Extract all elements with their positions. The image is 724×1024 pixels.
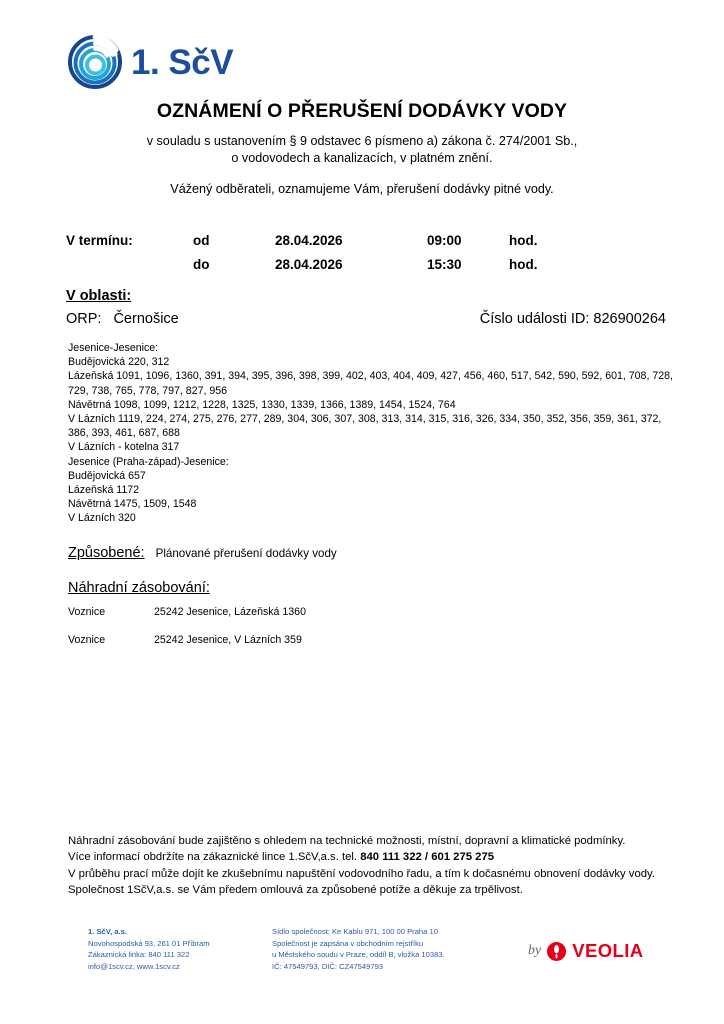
orp-group [66, 311, 179, 327]
veolia-droplet-icon [547, 942, 566, 961]
orp-row [66, 311, 666, 327]
legal-subtitle [100, 133, 624, 167]
notes-block [68, 833, 688, 898]
legal-subtitle-line-2: o vodovodech a kanalizacích, v platném znění. [231, 151, 493, 165]
cause-row [68, 545, 337, 561]
list-item: Návětrná 1098, 1099, 1212, 1228, 1325, 1330, 1339, 1366, 1389, 1454, 1524, 764 [68, 398, 456, 411]
greeting-text: Vážený odběrateli, oznamujeme Vám, přerušení dodávky pitné vody. [170, 182, 554, 196]
veolia-by-label: by [528, 943, 542, 958]
notes-line-3: V průběhu prací může dojít ke zkušebnímu napuštění vodovodního řadu, a tím k dočasnému obnovení dodávky vody. [68, 867, 655, 880]
term-to-date: 28.04.2026 [275, 257, 343, 272]
logo-wordmark: 1. SčV [131, 42, 234, 82]
list-item: Lázeňská 1172 [68, 484, 140, 497]
footer-registry-block [272, 926, 445, 972]
footer-contact: info@1scv.cz, www.1scv.cz [88, 961, 180, 971]
customer-phone-numbers: 840 111 322 / 601 275 275 [360, 851, 495, 864]
list-item: Budějovická 657 [68, 469, 146, 482]
term-from-time: 09:00 [427, 233, 462, 248]
orp-label: ORP: [66, 311, 102, 327]
page-footer [0, 922, 724, 984]
substitute-supply-table [68, 606, 568, 662]
term-to-time: 15:30 [427, 257, 462, 272]
term-row-to [66, 257, 666, 281]
list-item: V Lázních 320 [68, 512, 136, 525]
orp-value: Černošice [113, 311, 179, 327]
footer-company-address: Novohospodská 93, 261 01 Příbram [88, 938, 210, 948]
area-heading: V oblasti: [66, 288, 132, 304]
list-item: V Lázních - kotelna 317 [68, 441, 180, 454]
list-item: Lázeňská 1091, 1096, 1360, 391, 394, 395, 396, 398, 399, 402, 403, 404, 409, 427, 456, 460, 517, 542, 590, 592, 601, 708, 728, 729, 738, 765, 778, 797, 827, 956 [68, 370, 673, 397]
footer-registry-line-2: Společnost je zapsána v obchodním rejstříku [272, 938, 424, 948]
list-item: Budějovická 220, 312 [68, 356, 170, 369]
term-to-prep: do [193, 257, 210, 272]
footer-registry-line-4: IČ: 47549793, DIČ: CZ47549793 [272, 961, 384, 971]
notes-line-2 [68, 849, 688, 865]
legal-subtitle-line-1: v souladu s ustanovením § 9 odstavec 6 písmeno a) zákona č. 274/2001 Sb., [146, 134, 578, 148]
notes-line-2-text: Více informací obdržíte na zákaznické lince 1.SčV,a.s. tel. [68, 851, 358, 864]
veolia-logo [528, 940, 644, 962]
table-row [68, 606, 568, 634]
cause-label: Způsobené: [68, 545, 145, 561]
notes-line-1: Náhradní zásobování bude zajištěno s ohledem na technické možnosti, místní, dopravní a klimatické podmínky. [68, 835, 626, 847]
footer-hotline: Zákaznická linka: 840 111 322 [88, 950, 190, 960]
supply-address: 25242 Jesenice, V Lázních 359 [154, 634, 302, 646]
supply-type: Voznice [68, 606, 106, 618]
supply-type: Voznice [68, 634, 106, 646]
event-id: Číslo události ID: 826900264 [479, 311, 666, 327]
list-item: Návětrná 1475, 1509, 1548 [68, 498, 197, 511]
cause-value: Plánované přerušení dodávky vody [155, 547, 337, 560]
term-from-date: 28.04.2026 [275, 233, 343, 248]
term-from-unit: hod. [509, 233, 538, 248]
term-to-unit: hod. [509, 257, 538, 272]
veolia-wordmark: VEOLIA [572, 940, 644, 961]
term-from-prep: od [193, 233, 210, 248]
table-row [68, 634, 568, 662]
list-item: Jesenice (Praha-západ)-Jesenice: [68, 455, 229, 468]
list-item: Jesenice-Jesenice: [68, 342, 159, 354]
company-logo [68, 35, 233, 89]
footer-registry-line-3: u Městského soudu v Praze, oddíl B, vložka 10383. [272, 950, 445, 960]
term-label: V termínu: [66, 233, 133, 248]
list-item: V Lázních 1119, 224, 274, 275, 276, 277, 289, 304, 306, 307, 308, 313, 314, 315, 316, 326, 334, 350, 352, 356, 359, 361, 372, 386, 393, 461, 687, 688 [68, 413, 662, 440]
notes-line-4: Společnost 1SčV,a.s. se Vám předem omlouvá za způsobené potíže a děkuje za trpělivost. [68, 883, 523, 896]
footer-registry-line-1: Sídlo společnost: Ke Kablu 971, 100 00 Praha 10 [272, 927, 438, 936]
supply-address: 25242 Jesenice, Lázeňská 1360 [154, 606, 306, 618]
affected-address-list [68, 341, 684, 526]
substitute-supply-heading: Náhradní zásobování: [68, 580, 210, 596]
footer-company-name: 1. SčV, a.s. [88, 927, 127, 936]
term-row-from [66, 233, 666, 257]
outage-term-block [66, 233, 666, 281]
page-title: OZNÁMENÍ O PŘERUŠENÍ DODÁVKY VODY [156, 100, 568, 122]
water-swirl-logo-icon [68, 35, 122, 89]
footer-company-block [88, 926, 210, 972]
